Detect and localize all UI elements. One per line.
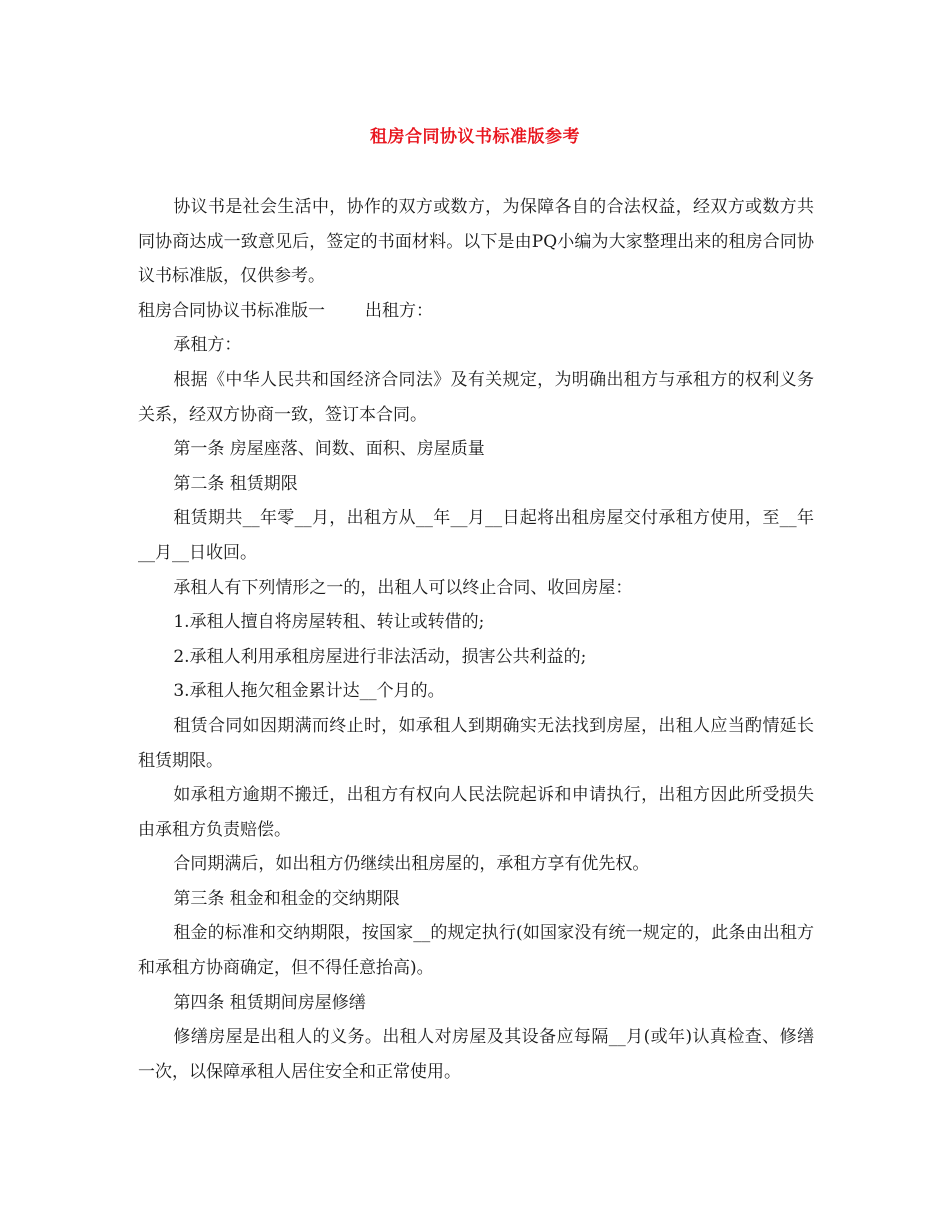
lease-term-paragraph: 租赁期共__年零__月，出租方从__年__月__日起将出租房屋交付承租方使用，至__年__月__日收回。 [138, 508, 814, 563]
article-1-heading: 第一条 房屋座落、间数、面积、房屋质量 [173, 439, 485, 460]
article-4-heading: 第四条 租赁期间房屋修缮 [173, 992, 366, 1013]
rent-standard-paragraph: 租金的标准和交纳期限，按国家__的规定执行(如国家没有统一规定的，此条由出租方和承租方协商确定，但不得任意抬高)。 [138, 923, 814, 979]
termination-item-2: 2.承租人利用承租房屋进行非法活动，损害公共利益的; [173, 646, 587, 667]
article-2-heading: 第二条 租赁期限 [173, 473, 298, 494]
document-title: 租房合同协议书标准版参考 [370, 127, 580, 147]
extension-paragraph: 租赁合同如因期满而终止时，如承租人到期确实无法找到房屋，出租人应当酌情延长租赁期限。 [138, 715, 814, 771]
lessor-label: 出租方： [365, 300, 433, 321]
preamble-paragraph: 根据《中华人民共和国经济合同法》及有关规定，为明确出租方与承租方的权利义务关系，经双方协商一致，签订本合同。 [138, 369, 814, 425]
article-3-heading: 第三条 租金和租金的交纳期限 [173, 888, 400, 909]
termination-intro: 承租人有下列情形之一的，出租人可以终止合同、收回房屋： [173, 577, 633, 598]
overstay-paragraph: 如承租方逾期不搬迁，出租方有权向人民法院起诉和申请执行，出租方因此所受损失由承租方负责赔偿。 [138, 785, 814, 840]
version-heading-line [138, 294, 814, 329]
intro-paragraph: 协议书是社会生活中，协作的双方或数方，为保障各自的合法权益，经双方或数方共同协商达成一致意见后，签定的书面材料。以下是由PQ小编为大家整理出来的租房合同协议书标准版，仅供参考。 [138, 197, 814, 287]
priority-paragraph: 合同期满后，如出租方仍继续出租房屋的，承租方享有优先权。 [173, 854, 650, 875]
repair-paragraph: 修缮房屋是出租人的义务。出租人对房屋及其设备应每隔__月(或年)认真检查、修缮一次，以保障承租人居住安全和正常使用。 [138, 1027, 814, 1082]
termination-item-1: 1.承租人擅自将房屋转租、转让或转借的; [173, 612, 485, 633]
version-heading: 租房合同协议书标准版一 [138, 300, 325, 321]
document-body [138, 190, 814, 1089]
lessee-label: 承租方： [173, 335, 242, 356]
termination-item-3: 3.承租人拖欠租金累计达__个月的。 [173, 681, 445, 702]
